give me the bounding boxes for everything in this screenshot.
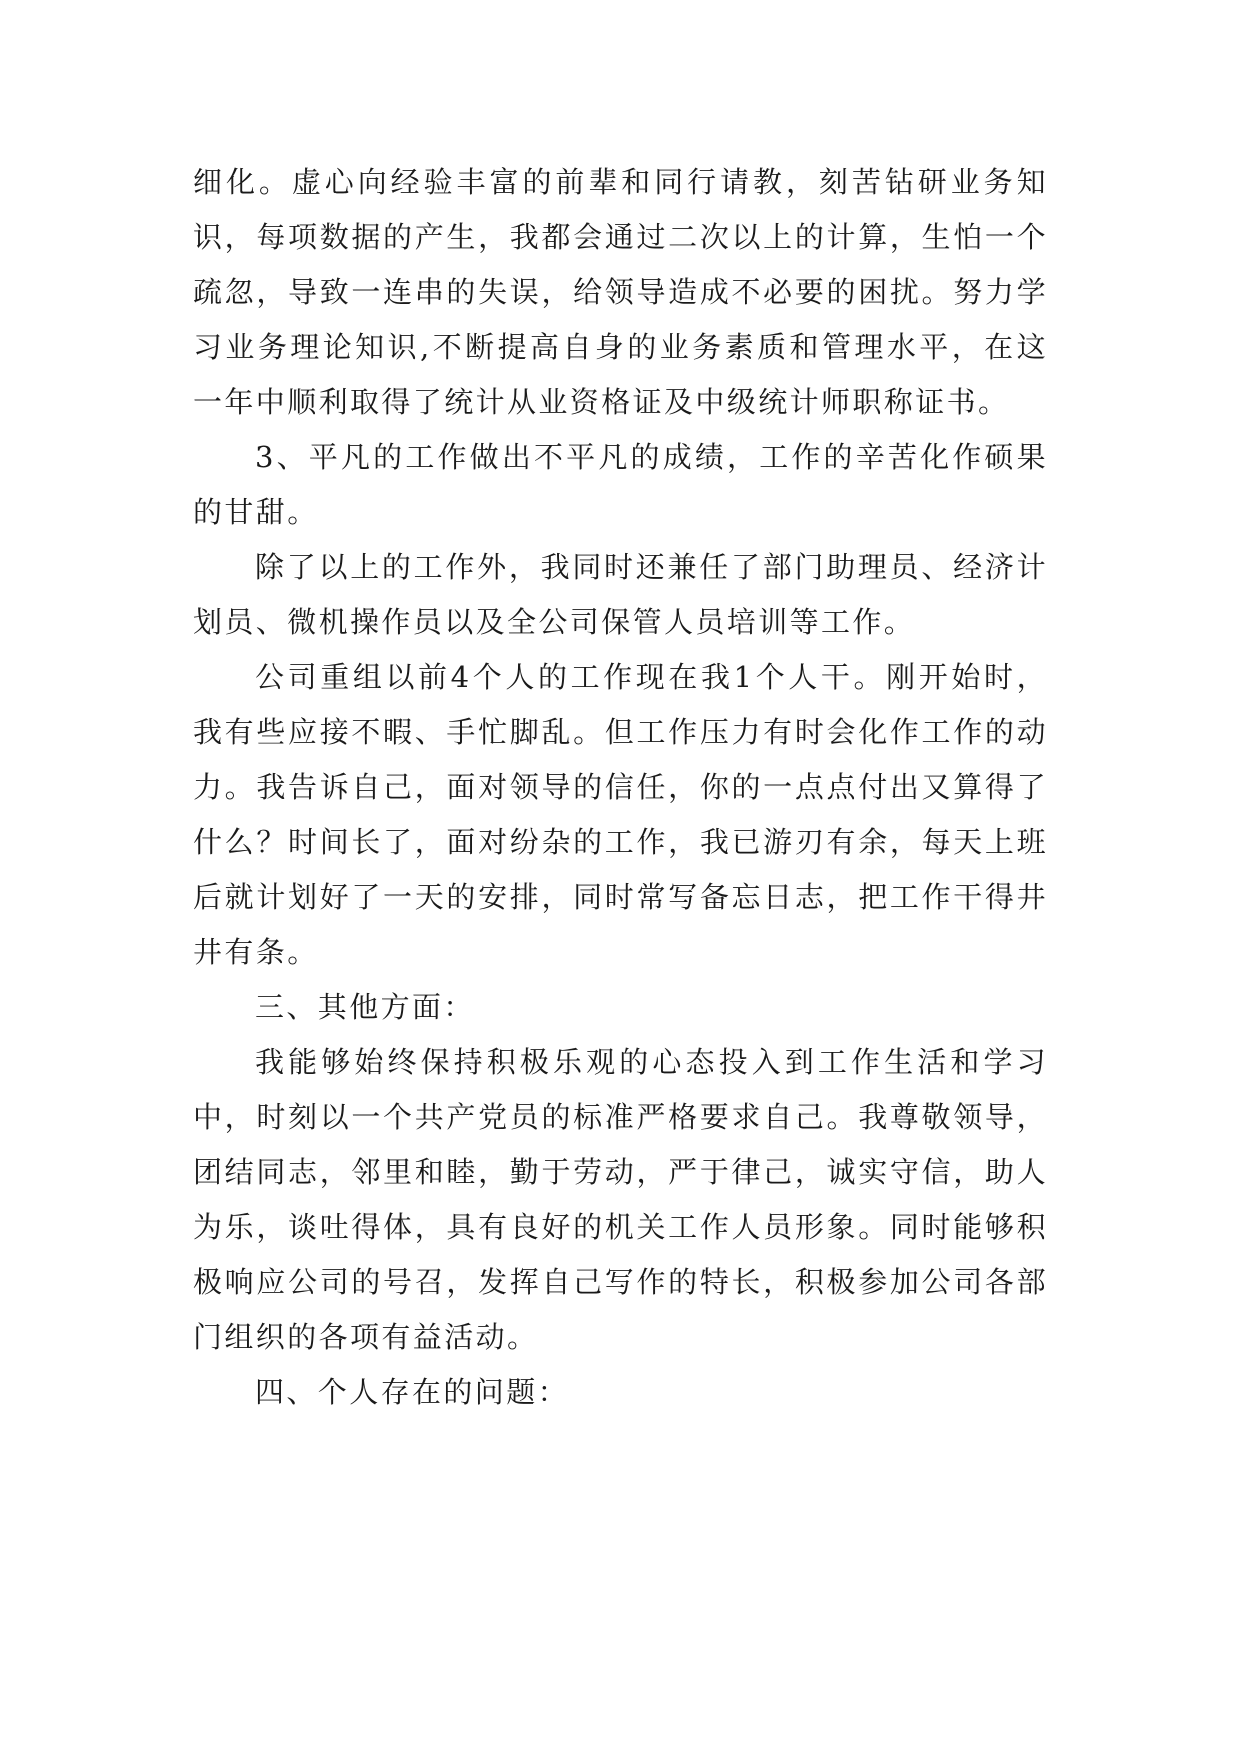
section-heading-problems: 四、个人存在的问题： <box>255 1375 570 1409</box>
paragraph-item-3: 3、平凡的工作做出不平凡的成绩，工作的辛苦化作硕果的甘甜。 <box>193 440 1048 529</box>
section-heading-other-aspects: 三、其他方面： <box>255 990 475 1024</box>
paragraph-attitude: 我能够始终保持积极乐观的心态投入到工作生活和学习中，时刻以一个共产党员的标准严格要求自己。我尊敬领导，团结同志，邻里和睦，勤于劳动，严于律己，诚实守信，助人为乐，谈吐得体，具有良好的机关工作人员形象。同时能够积极响应公司的号召，发挥自己写作的特长，积极参加公司各部门组织的各项有益活动。 <box>193 1045 1048 1354</box>
body-text <box>193 155 1048 1420</box>
paragraph-workload: 公司重组以前4个人的工作现在我1个人干。刚开始时，我有些应接不暇、手忙脚乱。但工作压力有时会化作工作的动力。我告诉自己，面对领导的信任，你的一点点付出又算得了什么？时间长了，面对纷杂的工作，我已游刃有余，每天上班后就计划好了一天的安排，同时常写备忘日志，把工作干得井井有条。 <box>193 660 1048 969</box>
paragraph-other-duties: 除了以上的工作外，我同时还兼任了部门助理员、经济计划员、微机操作员以及全公司保管人员培训等工作。 <box>193 550 1048 639</box>
paragraph-continued: 细化。虚心向经验丰富的前辈和同行请教，刻苦钻研业务知识，每项数据的产生，我都会通过二次以上的计算，生怕一个疏忽，导致一连串的失误，给领导造成不必要的困扰。努力学习业务理论知识,不断提高自身的业务素质和管理水平，在这一年中顺利取得了统计从业资格证及中级统计师职称证书。 <box>193 165 1048 419</box>
